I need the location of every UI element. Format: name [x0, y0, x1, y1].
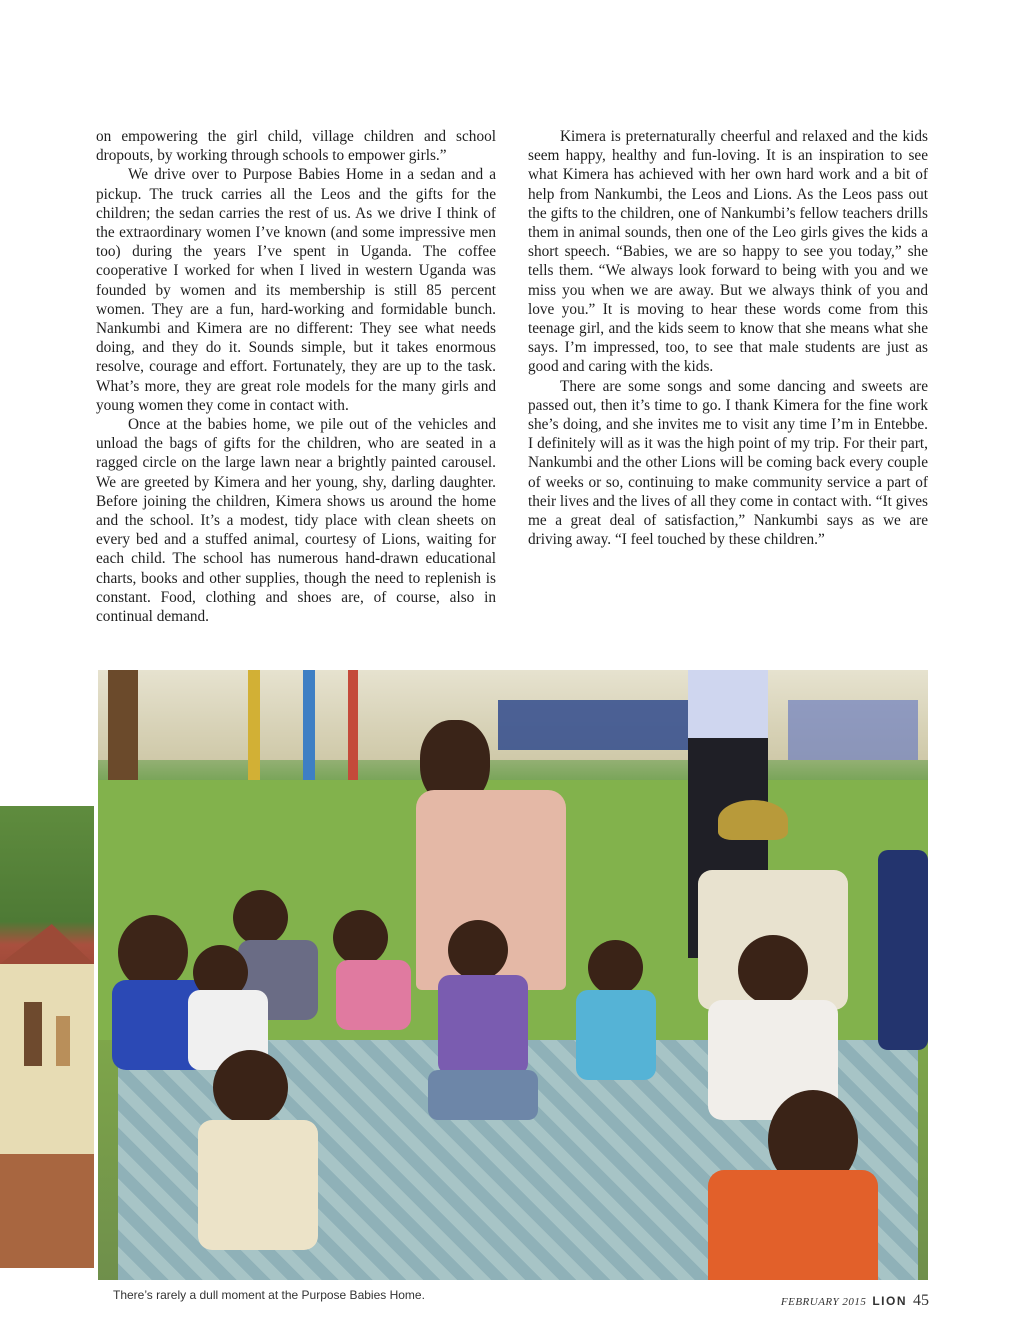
- paragraph: We drive over to Purpose Babies Home in a sedan and a pickup. The truck carries all the Leos and the gifts for the children; the sedan carries the rest of us. As we drive I think of the extraordinary women I’ve known (and some impressive men too) during the years I’ve spent in Uganda. The coffee cooperative I worked for when I lived in western Uganda was founded by women and its membership is still 85 percent women. They are a fun, hard-working and formidable bunch. Nankumbi and Kimera are no different: They see what needs doing, and they do it. Sounds simple, but it takes enormous resolve, courage and effort. Fortunately, they are up to the task. What’s more, they are great role models for the many girls and young women they come in contact with.: [96, 166, 496, 414]
- main-photo-children: [98, 670, 928, 1280]
- article-column-left: [96, 127, 496, 626]
- side-photo-building: [0, 806, 94, 1268]
- paragraph: Once at the babies home, we pile out of the vehicles and unload the bags of gifts for the children, who are seated in a ragged circle on the large lawn near a brightly painted carousel. We are greeted by Kimera and her young, shy, darling daughter. Before joining the children, Kimera shows us around the home and the school. It’s a modest, tidy place with clean sheets on every bed and a stuffed animal, courtesy of Lions, waiting for each child. The school has numerous hand-drawn educational charts, books and other supplies, though the need to replenish is constant. Food, clothing and shoes are, of course, also in continual demand.: [96, 416, 496, 626]
- paragraph: There are some songs and some dancing and sweets are passed out, then it’s time to go. I thank Kimera for the fine work she’s doing, and she invites me to visit any time I’m in Entebbe. I definitely will as it was the high point of my trip. For their part, Nankumbi and the other Lions will be coming back every couple of weeks or so, continuing to make community service a part of their lives and the lives of all they come in contact with. “It gives me a great deal of satisfaction,” Nankumbi says as we are driving away. “I feel touched by these children.”: [528, 377, 928, 549]
- issue-date: FEBRUARY 2015: [780, 1296, 867, 1308]
- article-column-right: [528, 127, 928, 549]
- photo-caption: There’s rarely a dull moment at the Purpose Babies Home.: [113, 1288, 425, 1302]
- paragraph: Kimera is preternaturally cheerful and relaxed and the kids seem happy, healthy and fun-loving. It is an inspiration to see what Kimera has achieved with her own hard work and a bit of help from Nankumbi, the Leos and Lions. As the Leos pass out the gifts to the children, one of Nankumbi’s fellow teachers drills them in animal sounds, then one of the Leo girls gives the kids a short speech. “Babies, we are so happy to see you today,” she tells them. “We always look forward to being with you and we miss you when we are away. But we always think of you and love you.” It is moving to hear these words come from this teenage girl, and the kids seem to know that she means what she says. I’m impressed, too, to see that male students are just as good and caring with the kids.: [528, 128, 928, 376]
- page-footer: [781, 1292, 929, 1310]
- page-number: 45: [913, 1292, 929, 1309]
- magazine-name: LION: [872, 1294, 907, 1308]
- paragraph: on empowering the girl child, village children and school dropouts, by working through schools to empower girls.”: [96, 128, 496, 165]
